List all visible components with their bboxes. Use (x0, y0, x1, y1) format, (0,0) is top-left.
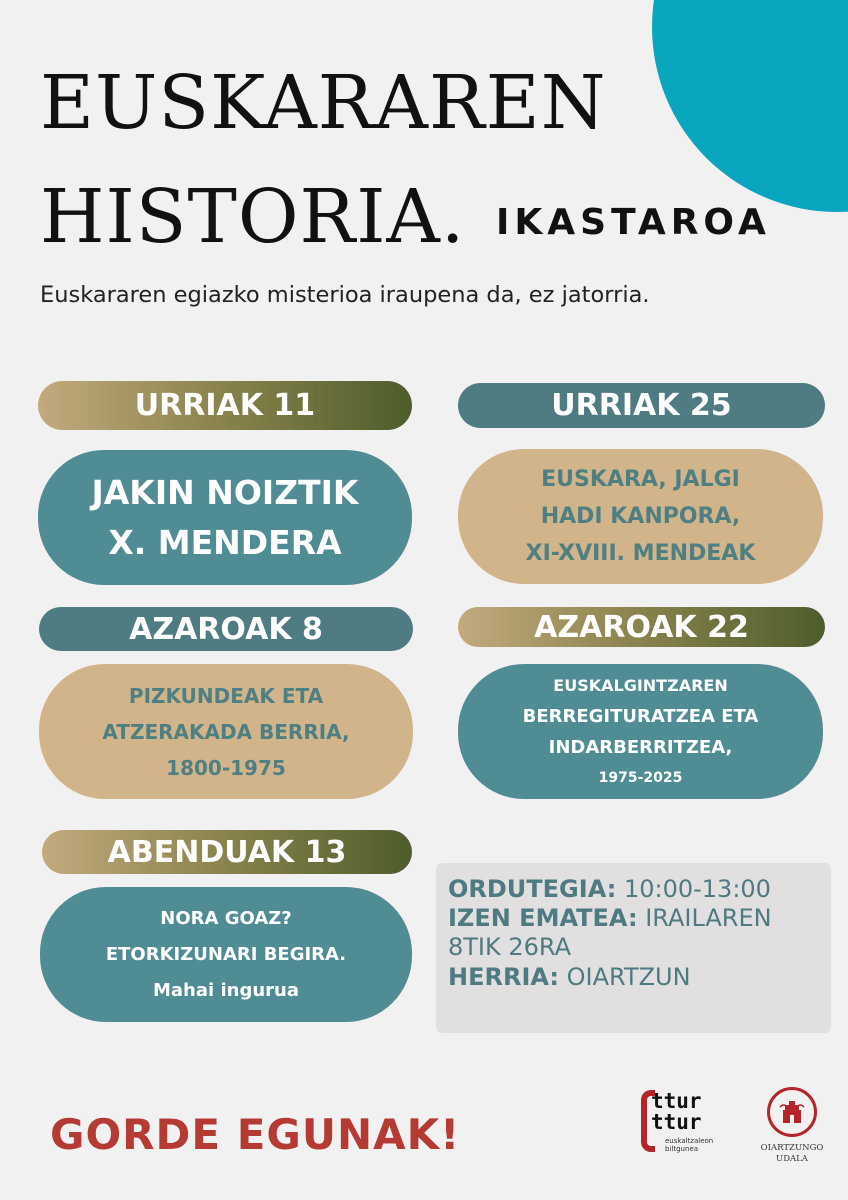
title-line-1: EUSKARAREN (40, 60, 607, 146)
title-subtitle: IKASTAROA (496, 202, 771, 243)
registration-value: IRAILAREN (645, 904, 772, 932)
oiartzungo-udala-logo (762, 1087, 822, 1167)
town-row (448, 963, 691, 991)
session-card-1 (38, 450, 412, 585)
session-card-line: ATZERAKADA BERRIA, (102, 719, 350, 744)
tagline: Euskararen egiazko misterioa iraupena da, ez jatorria. (40, 282, 650, 308)
session-card-line: HADI KANPORA, (540, 504, 741, 529)
schedule-label: ORDUTEGIA: (448, 875, 617, 903)
town-value: OIARTZUN (566, 963, 691, 991)
town-label: HERRIA: (448, 963, 559, 991)
logo-text-ttur: ttur (651, 1110, 702, 1134)
registration-row (448, 904, 772, 932)
logo-text-ttur: ttur (651, 1089, 702, 1113)
date-pill-azaroak-22: AZAROAK 22 (458, 607, 825, 647)
session-card-line: EUSKALGINTZAREN (553, 675, 728, 695)
session-card-line: INDARBERRITZEA, (548, 736, 733, 758)
session-card-line: ETORKIZUNARI BEGIRA. (105, 943, 347, 965)
town-seal-icon (767, 1087, 817, 1137)
session-card-line: XI-XVIII. MENDEAK (525, 541, 756, 566)
session-card-3 (39, 664, 413, 799)
session-card-line: NORA GOAZ? (160, 907, 292, 929)
registration-row-2: 8TIK 26RA (448, 933, 572, 961)
logo-text-small: euskaltzaleon (665, 1137, 714, 1145)
session-card-line: BERREGITURATZEA ETA (522, 705, 759, 727)
session-card-2 (458, 449, 823, 584)
decorative-circle (652, 0, 848, 212)
info-box (436, 863, 831, 1033)
registration-label: IZEN EMATEA: (448, 904, 638, 932)
save-the-dates-heading: GORDE EGUNAK! (50, 1110, 461, 1159)
session-card-line: 1800-1975 (166, 755, 286, 780)
session-card-line: PIZKUNDEAK ETA (128, 683, 324, 708)
schedule-value: 10:00-13:00 (623, 875, 771, 903)
session-card-line: EUSKARA, JALGI (541, 467, 740, 492)
session-card-4 (458, 664, 823, 799)
session-card-5 (40, 887, 412, 1022)
session-card-line: JAKIN NOIZTIK (91, 472, 359, 512)
title-line-2: HISTORIA. (40, 174, 466, 260)
date-pill-abenduak-13: ABENDUAK 13 (42, 830, 412, 874)
session-card-line: X. MENDERA (108, 522, 342, 562)
schedule-row (448, 875, 771, 903)
logo-text-small: biltgunea (665, 1145, 698, 1153)
castle-icon (775, 1095, 809, 1129)
session-card-line: Mahai ingurua (153, 979, 299, 1001)
date-pill-urriak-25: URRIAK 25 (458, 383, 825, 428)
ttur-ttur-logo (641, 1088, 713, 1162)
date-pill-urriak-11: URRIAK 11 (38, 381, 412, 430)
date-pill-azaroak-8: AZAROAK 8 (39, 607, 413, 651)
session-card-line: 1975-2025 (598, 769, 683, 786)
logo-text-oiartzungo: OIARTZUNGO (760, 1143, 824, 1153)
logo-text-udala: UDALA (776, 1154, 808, 1164)
